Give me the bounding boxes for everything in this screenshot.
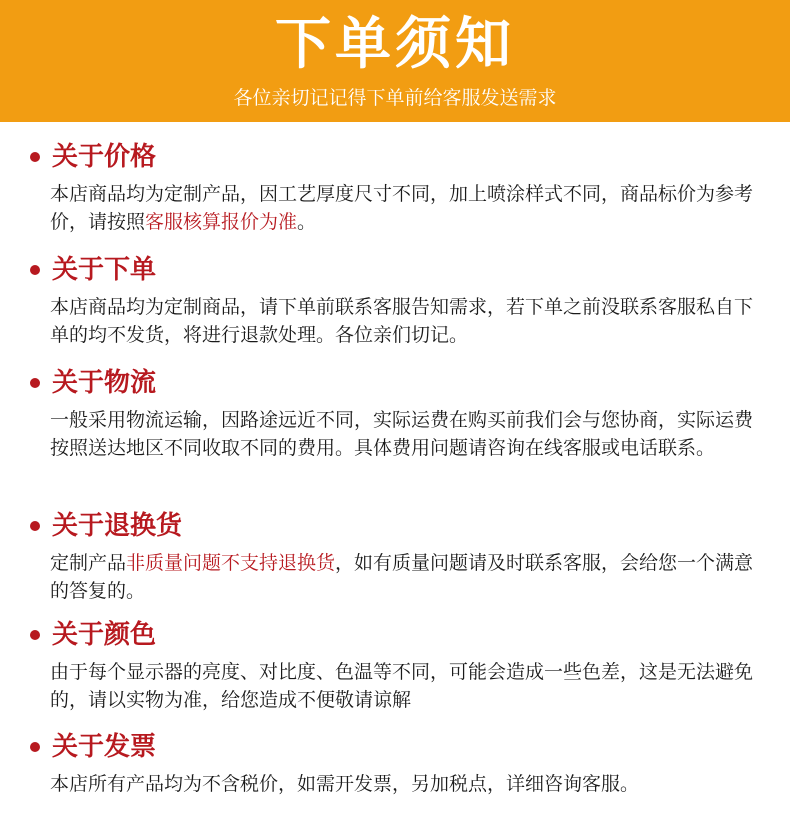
bullet-dot-icon [30, 630, 40, 640]
section-title: 关于下单 [52, 255, 157, 285]
body-text-end: 。 [297, 211, 317, 233]
section-title: 关于物流 [52, 368, 157, 398]
section-title: 关于发票 [52, 732, 157, 762]
body-text: 定制产品 [50, 552, 127, 574]
section-price [30, 140, 770, 236]
section-title: 关于颜色 [52, 620, 157, 650]
section-heading [30, 140, 770, 174]
section-body: 由于每个显示器的亮度、对比度、色温等不同，可能会造成一些色差，这是无法避免的，请以实物为准，给您造成不便敬请谅解 [50, 661, 754, 711]
section-heading [30, 509, 770, 543]
bullet-dot-icon [30, 378, 40, 388]
page-subtitle: 各位亲切记记得下单前给客服发送需求 [233, 87, 557, 109]
section-body [50, 549, 762, 605]
section-heading [30, 730, 770, 764]
bullet-dot-icon [30, 521, 40, 531]
section-title: 关于价格 [52, 142, 157, 172]
section-heading [30, 618, 770, 652]
section-body: 本店所有产品均为不含税价，如需开发票，另加税点，详细咨询客服。 [50, 773, 640, 795]
bullet-dot-icon [30, 152, 40, 162]
highlight-text: 非质量问题不支持退换货 [126, 552, 336, 574]
highlight-text: 客服核算报价为准 [145, 211, 298, 233]
header-banner [0, 0, 790, 122]
section-color [30, 618, 770, 714]
section-body: 本店商品均为定制商品，请下单前联系客服告知需求，若下单之前没联系客服私自下单的均不发货，将进行退款处理。各位亲们切记。 [50, 296, 754, 346]
page-title: 下单须知 [275, 12, 515, 77]
section-heading [30, 366, 770, 400]
section-title: 关于退换货 [52, 511, 183, 541]
section-heading [30, 253, 770, 287]
section-invoice [30, 730, 770, 798]
bullet-dot-icon [30, 265, 40, 275]
body-text: 本店商品均为定制产品，因工艺厚度尺寸不同，加上喷涂样式不同，商品标价为参考价，请按照 [50, 183, 754, 233]
bullet-dot-icon [30, 742, 40, 752]
section-body: 一般采用物流运输，因路途远近不同，实际运费在购买前我们会与您协商，实际运费按照送达地区不同收取不同的费用。具体费用问题请咨询在线客服或电话联系。 [50, 409, 754, 459]
section-returns [30, 509, 770, 605]
section-order [30, 253, 770, 349]
section-body [50, 180, 762, 236]
section-logistics [30, 366, 770, 462]
body-text-end: ，如有质量问题请及时联系客服，会给您一个满意的答复的。 [50, 552, 754, 602]
